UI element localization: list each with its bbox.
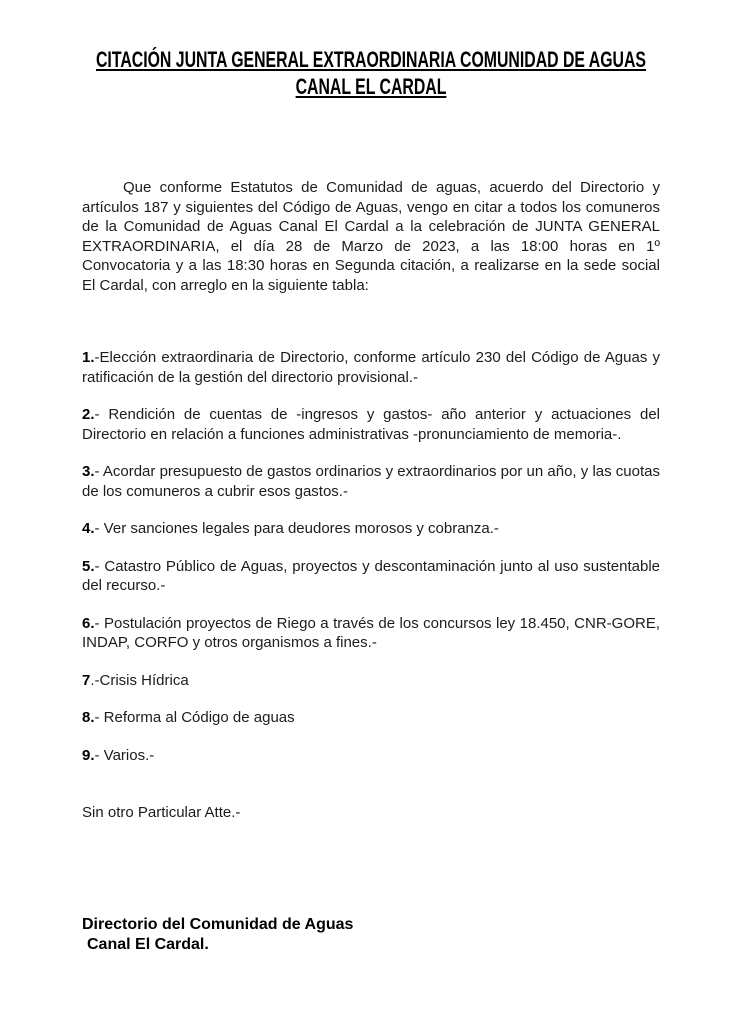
agenda-item-5 xyxy=(82,557,660,596)
agenda-item-6 xyxy=(82,614,660,653)
agenda-list xyxy=(82,348,660,765)
signature-line-2: Canal El Cardal. xyxy=(87,935,209,953)
agenda-item-4-number: 4. xyxy=(82,520,95,537)
document-title xyxy=(82,46,660,100)
agenda-item-5-number: 5. xyxy=(82,557,95,575)
agenda-item-6-text: - Postulación proyectos de Riego a través de los concursos ley 18.450, CNR-GORE, INDAP, CORFO y otros organismos a fines.- xyxy=(82,614,660,651)
agenda-item-8 xyxy=(82,708,660,728)
agenda-item-9 xyxy=(82,746,660,766)
intro-paragraph: Que conforme Estatutos de Comunidad de aguas, acuerdo del Directorio y artículos 187 y siguientes del Código de Aguas, vengo en citar a todos los comuneros de la Comunidad de Aguas Canal El Cardal a la celebración de JUNTA GENERAL EXTRAORDINARIA, el día 28 de Marzo de 2023, a las 18:00 horas en 1º Convocatoria y a las 18:30 horas en Segunda citación, a realizarse en la sede social El Cardal, con arreglo en la siguiente tabla: xyxy=(82,179,660,294)
closing-paragraph: Sin otro Particular Atte.- xyxy=(82,804,241,821)
agenda-item-3-text: - Acordar presupuesto de gastos ordinarios y extraordinarios por un año, y las cuotas de los comuneros a cubrir esos gastos.- xyxy=(82,463,660,500)
agenda-item-9-text: - Varios.- xyxy=(94,746,155,764)
document-title-line-1: CITACIÓN JUNTA GENERAL EXTRAORDINARIA COMUNIDAD DE AGUAS xyxy=(95,47,647,72)
agenda-item-1-number: 1. xyxy=(82,349,95,366)
agenda-item-8-text: - Reforma al Código de aguas xyxy=(94,709,295,726)
document-title-line-2: CANAL EL CARDAL xyxy=(295,74,447,99)
agenda-item-3-number: 3. xyxy=(82,463,95,480)
agenda-item-2-number: 2. xyxy=(82,406,95,423)
agenda-item-5-text: - Catastro Público de Aguas, proyectos y descontaminación junto al uso sustentable del recurso.- xyxy=(82,557,660,594)
signature-block xyxy=(82,915,660,955)
agenda-item-1-text: -Elección extraordinaria de Directorio, conforme artículo 230 del Código de Aguas y ratificación de la gestión del directorio provisional.- xyxy=(82,349,660,386)
agenda-item-2-text: - Rendición de cuentas de -ingresos y gastos- año anterior y actuaciones del Directorio en relación a funciones administrativas -pronunciamiento de memoria-. xyxy=(82,406,660,443)
agenda-item-1 xyxy=(82,348,660,387)
agenda-item-6-number: 6. xyxy=(82,614,95,632)
agenda-item-7-text: .-Crisis Hídrica xyxy=(90,671,189,689)
agenda-item-8-number: 8. xyxy=(82,709,95,726)
agenda-item-4 xyxy=(82,519,660,539)
agenda-item-9-number: 9. xyxy=(82,746,95,764)
agenda-item-7-number: 7 xyxy=(82,671,91,689)
agenda-item-2 xyxy=(82,405,660,444)
signature-line-1: Directorio del Comunidad de Aguas xyxy=(82,915,354,933)
agenda-item-4-text: - Ver sanciones legales para deudores morosos y cobranza.- xyxy=(94,520,499,537)
agenda-item-3 xyxy=(82,462,660,501)
agenda-item-7 xyxy=(82,671,660,691)
